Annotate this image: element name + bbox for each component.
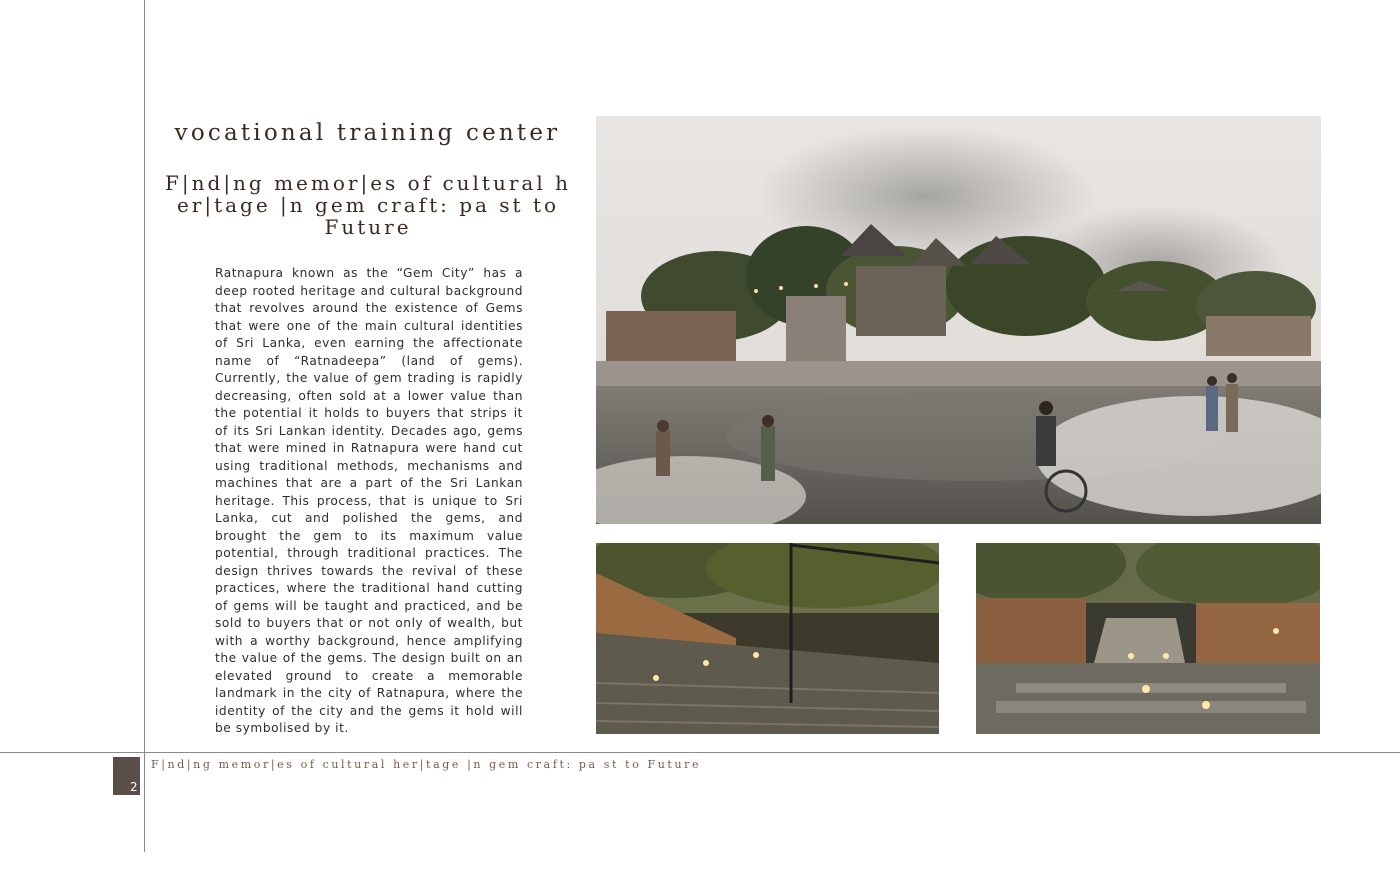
page-subtitle: F|nd|ng memor|es of cultural h er|tage |n gem craft: pa st to Future	[165, 171, 571, 239]
page-title: vocational training center	[174, 120, 561, 146]
horizontal-footer-rule	[0, 752, 1400, 753]
description-paragraph: Ratnapura known as the “Gem City” has a deep rooted heritage and cultural background that revolves around the existence of Gems that were one of the main cultural identities of Sri Lanka, even earning the affectionate name of “Ratnadeepa” (land of gems). Currently, the value of gem trading is rapidly decreasing, often sold at a lower value than the potential it holds to buyers that strips it of its Sri Lankan identity. Decades ago, gems that were mined in Ratnapura were hand cut using traditional methods, mechanisms and machines that are a part of the Sri Lankan heritage. This process, that is unique to Sri Lanka, cut and polished the gems, and brought the gem to its maximum value potential, through traditional practices. The design thrives towards the revival of these practices, where the traditional hand cutting of gems will be taught and practiced, and be sold to buyers that or not only of wealth, but with a worthy background, hence amplifying the value of the gems. The design built on an elevated ground to create a memorable landmark in the city of Ratnapura, where the identity of the city and the gems it hold will be symbolised by it.	[215, 266, 523, 735]
page-number: 2	[130, 780, 138, 794]
main-render-image	[596, 116, 1321, 524]
vertical-margin-rule	[144, 0, 145, 852]
stairway-render-image	[976, 543, 1320, 734]
walkway-render-image	[596, 543, 939, 734]
footer-running-title: F|nd|ng memor|es of cultural her|tage |n gem craft: pa st to Future	[151, 758, 702, 771]
